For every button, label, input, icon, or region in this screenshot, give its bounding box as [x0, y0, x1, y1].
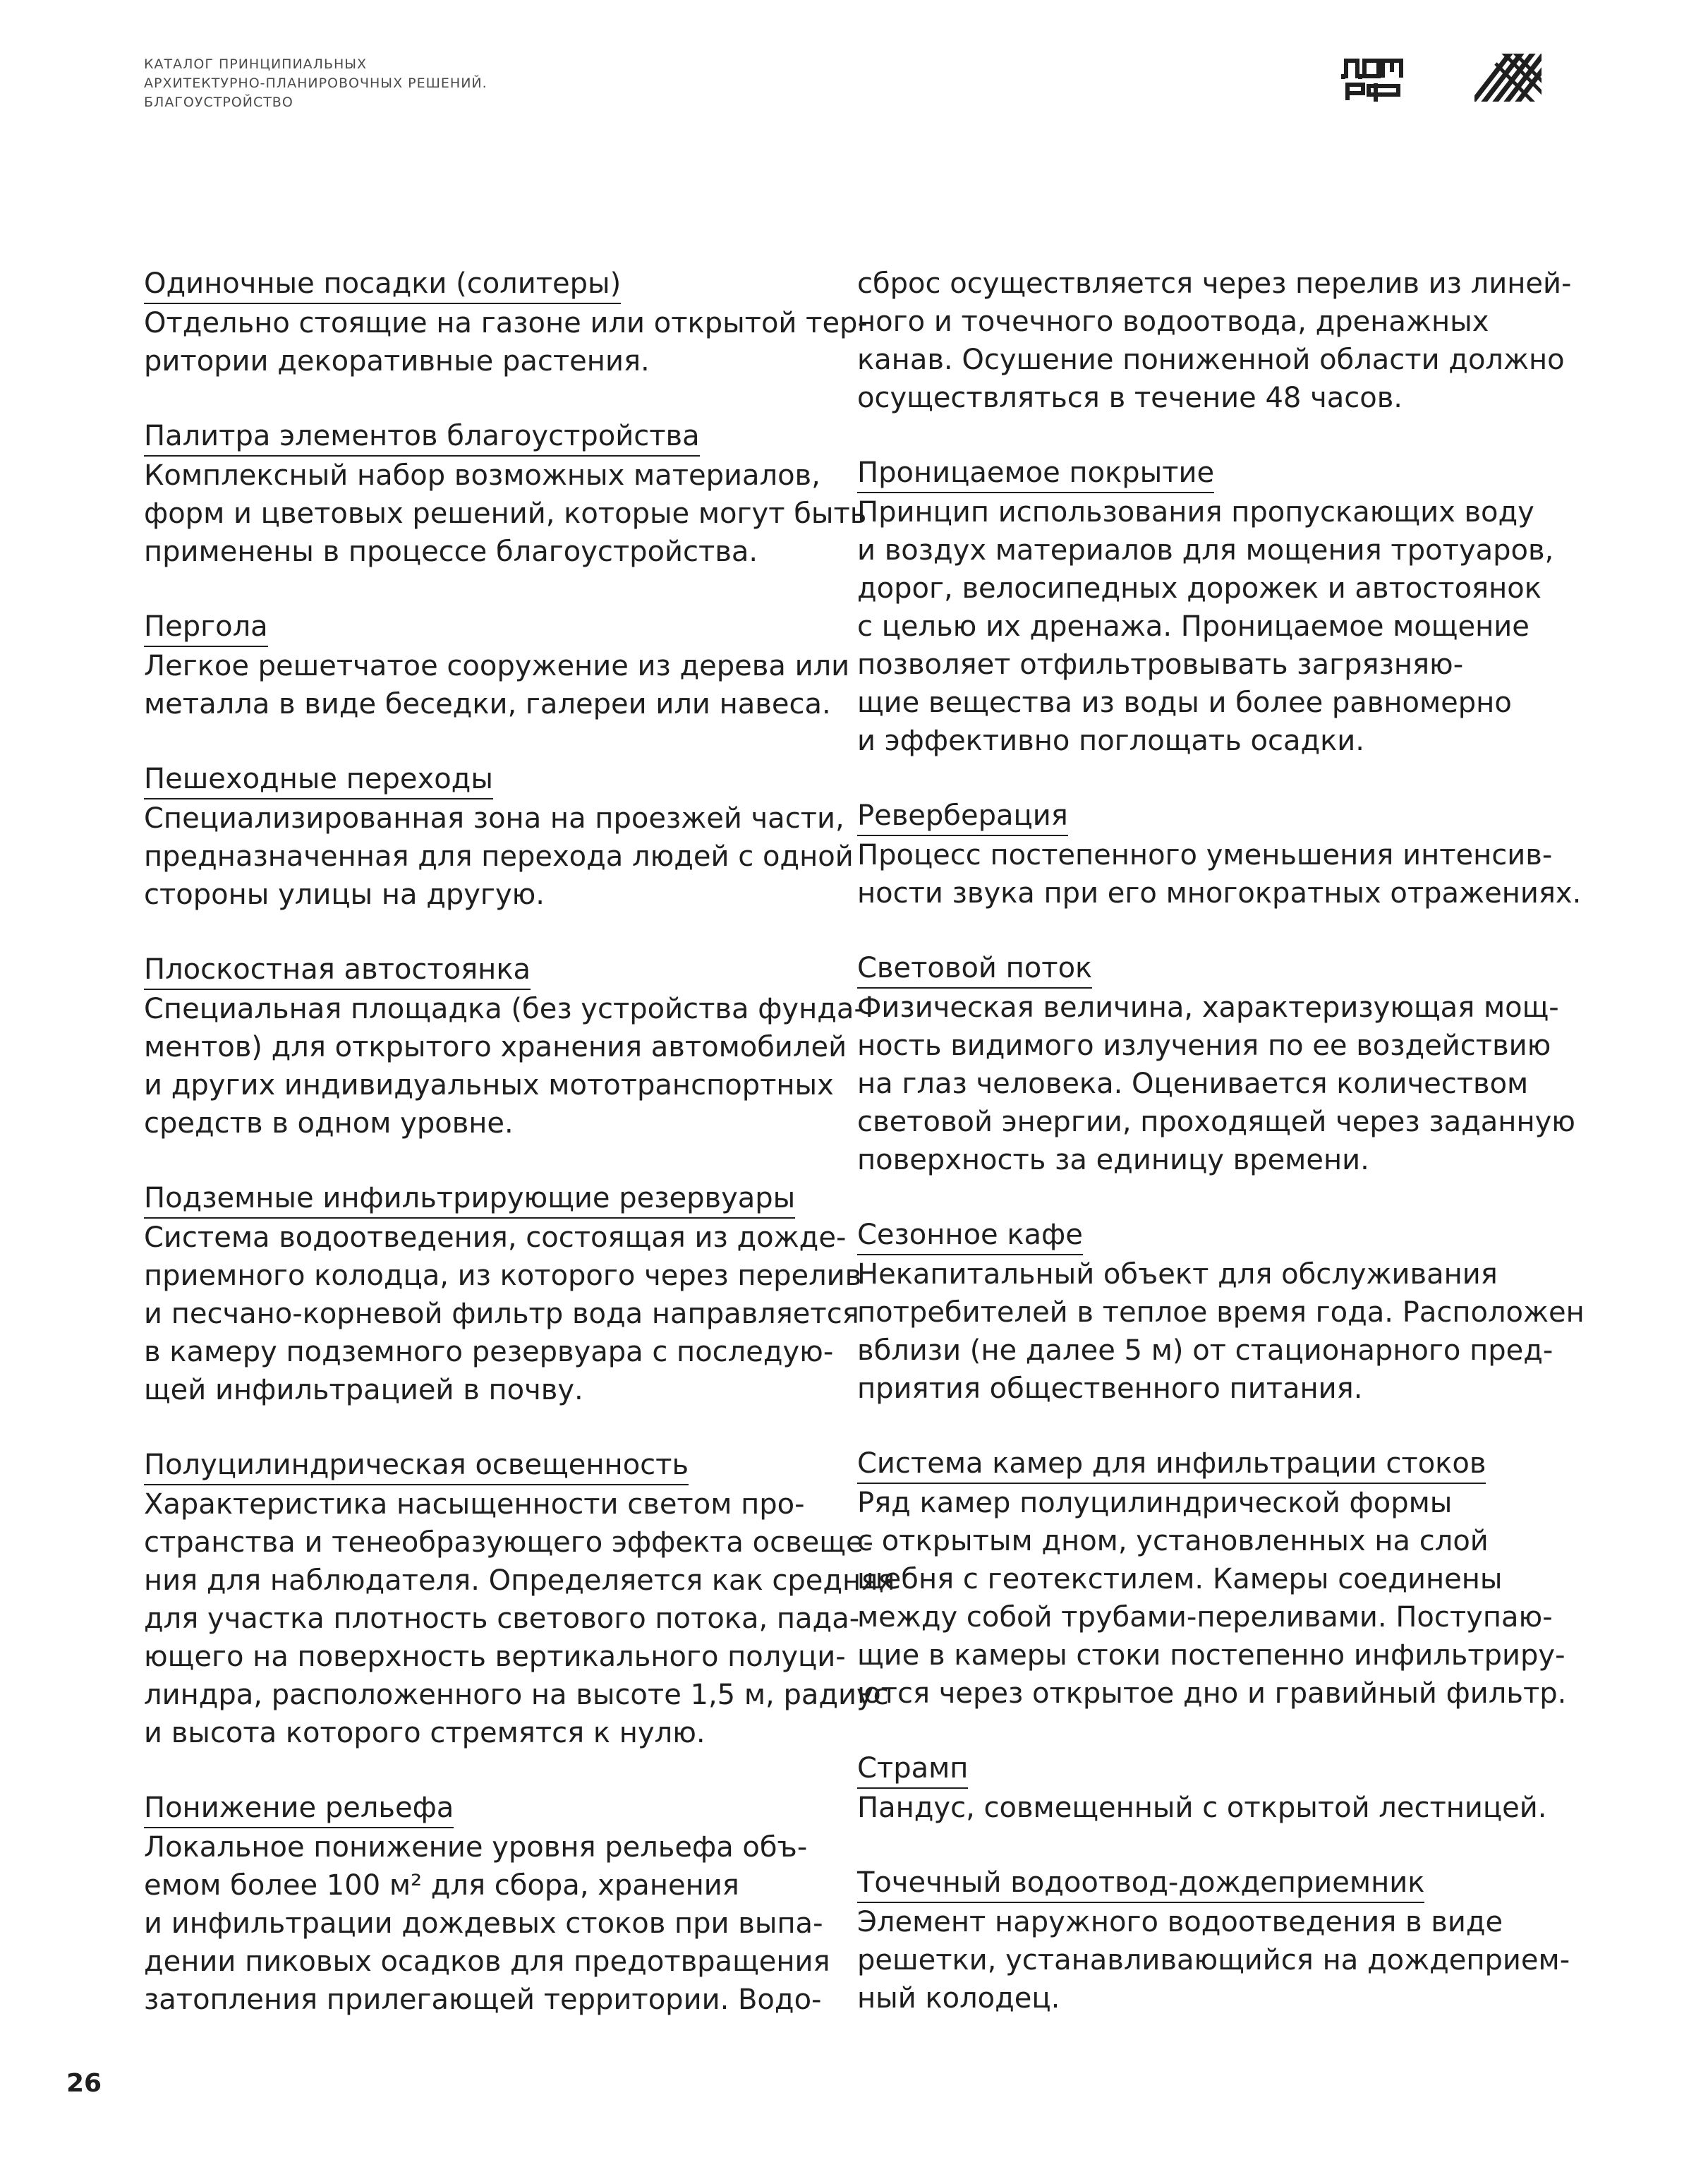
- definition-line: ющего на поверхность вертикального полуци-: [144, 1641, 846, 1673]
- definition-line: ный колодец.: [857, 1982, 1060, 2015]
- definition-line: ментов) для открытого хранения автомобилей: [144, 1031, 847, 1063]
- definition-line: с открытым дном, установленных на слой: [857, 1525, 1489, 1557]
- glossary-term: Пешеходные переходы: [144, 760, 493, 799]
- definition-line: поверхность за единицу времени.: [857, 1144, 1369, 1176]
- definition-line: Локальное понижение уровня рельефа объ-: [144, 1831, 808, 1864]
- glossary-term: Плоскостная автостоянка: [144, 950, 531, 990]
- glossary-entry: [144, 1179, 862, 1409]
- glossary-term: Полуцилиндрическая освещенность: [144, 1446, 689, 1485]
- definition-line: Специализированная зона на проезжей части,: [144, 802, 844, 835]
- definition-line: Характеристика насыщенности светом про-: [144, 1488, 805, 1521]
- glossary-term: Сезонное кафе: [857, 1216, 1083, 1255]
- glossary-entry: [857, 1444, 1567, 1713]
- definition-line: на глаз человека. Оценивается количеством: [857, 1068, 1529, 1100]
- definition-line: решетки, устанавливающийся на дождеприем-: [857, 1944, 1570, 1976]
- definition-line: в камеру подземного резервуара с последую-: [144, 1336, 834, 1368]
- definition-line: между собой трубами-переливами. Поступаю-: [857, 1601, 1553, 1634]
- page-number: 26: [66, 2069, 102, 2098]
- glossary-entry: [857, 1216, 1585, 1408]
- glossary-term: Одиночные посадки (солитеры): [144, 265, 621, 304]
- header-line-1: КАТАЛОГ ПРИНЦИПИАЛЬНЫХ: [144, 56, 368, 72]
- definition-line: приемного колодца, из которого через перелив: [144, 1260, 862, 1292]
- definition-line: средств в одном уровне.: [144, 1107, 514, 1140]
- definition-line: позволяет отфильтровывать загрязняю-: [857, 648, 1464, 681]
- definition-line: и высота которого стремятся к нулю.: [144, 1717, 705, 1749]
- dom-rf-logo: [1340, 55, 1404, 104]
- glossary-entry: [857, 1749, 1563, 1827]
- glossary-entry: [144, 265, 868, 380]
- definition-line: Некапитальный объект для обслуживания: [857, 1258, 1498, 1291]
- glossary-term: Система камер для инфильтрации стоков: [857, 1444, 1486, 1484]
- right-column: [857, 265, 1585, 2054]
- glossary-entry: [857, 1864, 1570, 2017]
- definition-line: Принцип использования пропускающих воду: [857, 496, 1534, 529]
- header-line-2: АРХИТЕКТУРНО-ПЛАНИРОВОЧНЫХ РЕШЕНИЙ.: [144, 76, 487, 91]
- definition-line: линдра, расположенного на высоте 1,5 м, радиус: [144, 1679, 889, 1711]
- glossary-term: Подземные инфильтрирующие резервуары: [144, 1179, 795, 1219]
- definition-line: Специальная площадка (без устройства фунда-: [144, 993, 864, 1025]
- glossary-entry: [857, 797, 1582, 912]
- glossary-entry: [144, 417, 867, 571]
- header-line-3: БЛАГОУСТРОЙСТВО: [144, 95, 293, 110]
- definition-line: ются через открытое дно и гравийный фильтр.: [857, 1677, 1567, 1710]
- definition-line: и других индивидуальных мототранспортных: [144, 1069, 834, 1101]
- definition-line: затопления прилегающей территории. Водо-: [144, 1984, 822, 2016]
- glossary-term: Палитра элементов благоустройства: [144, 417, 700, 457]
- glossary-entry: [144, 950, 864, 1142]
- definition-line: Система водоотведения, состоящая из дожде-: [144, 1221, 847, 1254]
- left-column: [144, 265, 895, 2056]
- definition-line: форм и цветовых решений, которые могут быть: [144, 497, 867, 530]
- definition-line: металла в виде беседки, галереи или навеса.: [144, 688, 831, 720]
- glossary-term: Реверберация: [857, 797, 1068, 836]
- definition-line: ность видимого излучения по ее воздействию: [857, 1030, 1551, 1062]
- glossary-entry: [144, 1446, 895, 1752]
- definition-line: канав. Осушение пониженной области должно: [857, 344, 1565, 376]
- glossary-term: Проницаемое покрытие: [857, 454, 1214, 493]
- continued-definition: [857, 265, 1572, 417]
- definition-line: щей инфильтрацией в почву.: [144, 1374, 583, 1406]
- definition-line: вблизи (не далее 5 м) от стационарного пред-: [857, 1334, 1553, 1367]
- glossary-term: Световой поток: [857, 949, 1092, 989]
- definition-line: Комплексный набор возможных материалов,: [144, 459, 820, 492]
- glossary-term: Понижение рельефа: [144, 1789, 454, 1828]
- definition-line: осуществляться в течение 48 часов.: [857, 382, 1403, 414]
- glossary-entry: [857, 949, 1575, 1179]
- definition-line: ритории декоративные растения.: [144, 345, 650, 378]
- definition-line: сброс осуществляется через перелив из линей-: [857, 267, 1572, 300]
- definition-line: для участка плотность светового потока, пада-: [144, 1602, 860, 1635]
- definition-line: ния для наблюдателя. Определяется как средняя: [144, 1564, 895, 1597]
- definition-line: с целью их дренажа. Проницаемое мощение: [857, 610, 1530, 643]
- definition-line: применены в процессе благоустройства.: [144, 536, 758, 568]
- definition-line: ности звука при его многократных отражениях.: [857, 877, 1582, 910]
- definition-line: стороны улицы на другую.: [144, 879, 545, 911]
- definition-line: Физическая величина, характеризующая мощ-: [857, 991, 1559, 1024]
- definition-line: Пандус, совмещенный с открытой лестницей.: [857, 1792, 1547, 1824]
- definition-line: потребителей в теплое время года. Расположен: [857, 1296, 1585, 1329]
- definition-line: дорог, велосипедных дорожек и автостоянок: [857, 572, 1542, 605]
- definition-line: щебня с геотекстилем. Камеры соединены: [857, 1563, 1503, 1595]
- definition-line: емом более 100 м² для сбора, хранения: [144, 1869, 739, 1902]
- glossary-entry: [144, 1789, 849, 2019]
- definition-line: Отдельно стоящие на газоне или открытой тер-: [144, 307, 868, 339]
- definition-line: и песчано-корневой фильтр вода направляется: [144, 1298, 859, 1330]
- glossary-entry: [144, 760, 854, 914]
- definition-line: Ряд камер полуцилиндрической формы: [857, 1487, 1453, 1519]
- definition-line: и инфильтрации дождевых стоков при выпа-: [144, 1907, 823, 1940]
- definition-line: Процесс постепенного уменьшения интенсив-: [857, 839, 1553, 871]
- glossary-entry: [144, 608, 849, 723]
- definition-line: щие в камеры стоки постепенно инфильтриру-: [857, 1639, 1565, 1672]
- definition-line: приятия общественного питания.: [857, 1372, 1363, 1405]
- definition-line: и воздух материалов для мощения тротуаров,: [857, 534, 1554, 567]
- glossary-entry: [857, 454, 1563, 760]
- definition-line: Легкое решетчатое сооружение из дерева или: [144, 650, 850, 682]
- lattice-logo-icon: [1474, 54, 1542, 102]
- definition-line: ного и точечного водоотвода, дренажных: [857, 306, 1489, 338]
- definition-line: щие вещества из воды и более равномерно: [857, 687, 1512, 719]
- definition-line: странства и тенеобразующего эффекта освеще-: [144, 1526, 873, 1559]
- definition-line: предназначенная для перехода людей с одной: [144, 840, 854, 873]
- glossary-term: Пергола: [144, 608, 268, 647]
- catalog-header: [144, 55, 487, 112]
- definition-line: Элемент наружного водоотведения в виде: [857, 1906, 1503, 1938]
- definition-line: световой энергии, проходящей через заданную: [857, 1106, 1575, 1138]
- definition-line: и эффективно поглощать осадки.: [857, 725, 1365, 757]
- glossary-term: Точечный водоотвод-дождеприемник: [857, 1864, 1424, 1903]
- glossary-term: Страмп: [857, 1749, 968, 1789]
- definition-line: дении пиковых осадков для предотвращения: [144, 1945, 830, 1978]
